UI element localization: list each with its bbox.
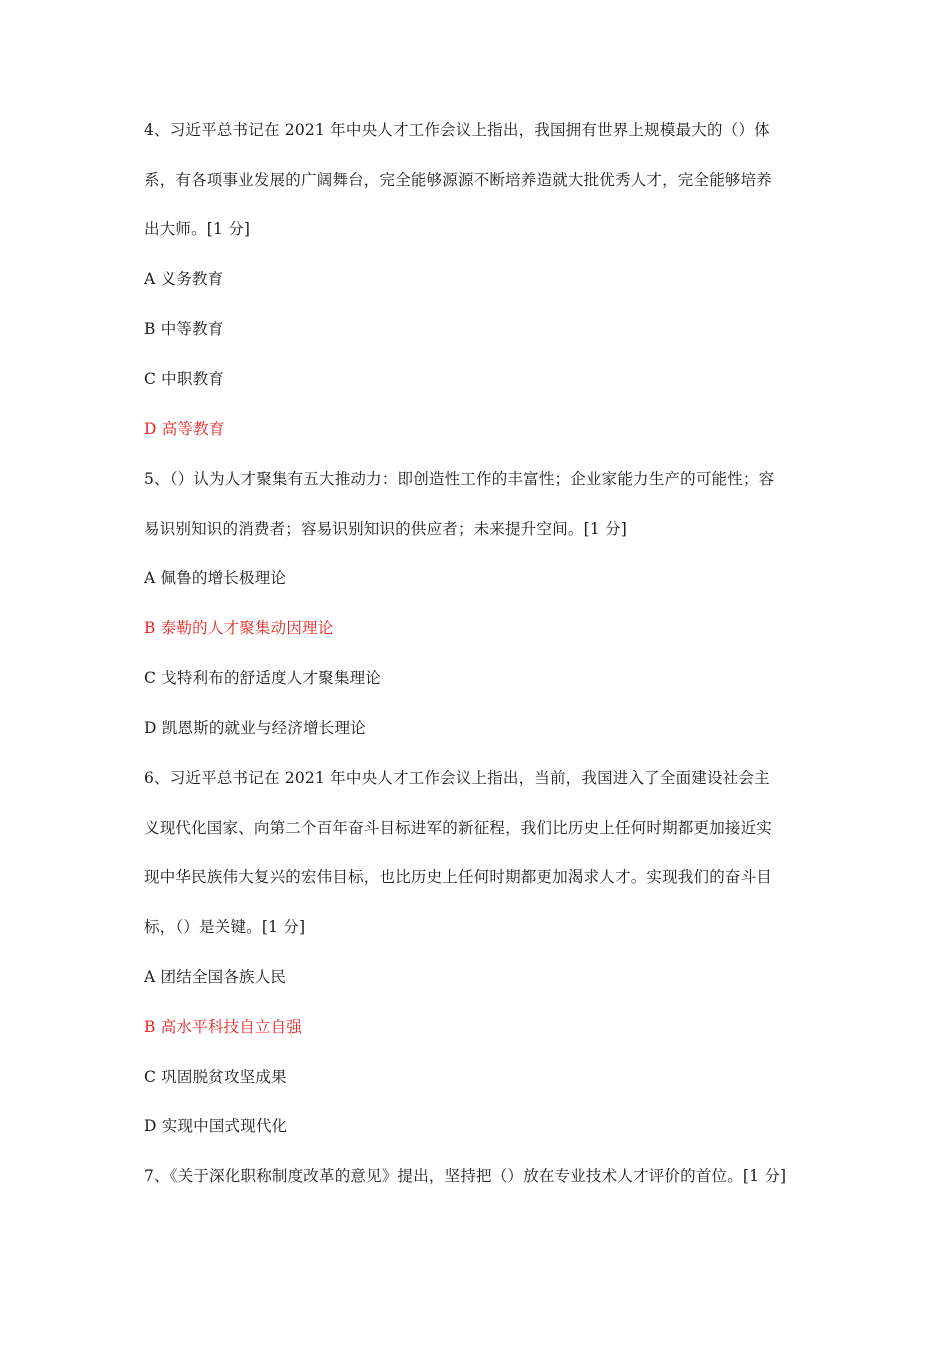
- question-4-option-c: C 中职教育: [144, 370, 224, 388]
- question-4-stem-line-2: 系，有各项事业发展的广阔舞台，完全能够源源不断培养造就大批优秀人才，完全能够培养: [144, 171, 773, 189]
- question-4-stem-line-3: 出大师。[1 分]: [144, 220, 251, 238]
- question-4-option-d-correct: D 高等教育: [144, 420, 225, 438]
- question-4-option-a: A 义务教育: [144, 270, 224, 288]
- question-5-stem-line-1: 5、（）认为人才聚集有五大推动力：即创造性工作的丰富性；企业家能力生产的可能性；容: [144, 470, 775, 488]
- question-6-option-d: D 实现中国式现代化: [144, 1117, 288, 1135]
- question-5-option-d: D 凯恩斯的就业与经济增长理论: [144, 719, 366, 737]
- question-5-option-b-correct: B 泰勒的人才聚集动因理论: [144, 619, 334, 637]
- question-6-stem-line-3: 现中华民族伟大复兴的宏伟目标，也比历史上任何时期都更加渴求人才。实现我们的奋斗目: [144, 868, 773, 886]
- question-6-stem-line-1: 6、习近平总书记在 2021 年中央人才工作会议上指出，当前，我国进入了全面建设社会主: [144, 769, 770, 787]
- question-5-option-a: A 佩鲁的增长极理论: [144, 569, 287, 587]
- question-4-option-b: B 中等教育: [144, 320, 224, 338]
- question-4-stem-line-1: 4、习近平总书记在 2021 年中央人才工作会议上指出，我国拥有世界上规模最大的（）体: [144, 121, 770, 139]
- question-7-stem-line-1: 7、《关于深化职称制度改革的意见》提出，坚持把（）放在专业技术人才评价的首位。[1 分]: [144, 1167, 787, 1185]
- question-6-stem-line-4: 标，（）是关键。[1 分]: [144, 918, 306, 936]
- question-6-option-a: A 团结全国各族人民: [144, 968, 287, 986]
- question-5-option-c: C 戈特利布的舒适度人才聚集理论: [144, 669, 381, 687]
- question-6-option-c: C 巩固脱贫攻坚成果: [144, 1068, 287, 1086]
- question-6-option-b-correct: B 高水平科技自立自强: [144, 1018, 303, 1036]
- question-6-stem-line-2: 义现代化国家、向第二个百年奋斗目标进军的新征程，我们比历史上任何时期都更加接近实: [144, 819, 773, 837]
- question-5-stem-line-2: 易识别知识的消费者；容易识别知识的供应者；未来提升空间。[1 分]: [144, 520, 627, 538]
